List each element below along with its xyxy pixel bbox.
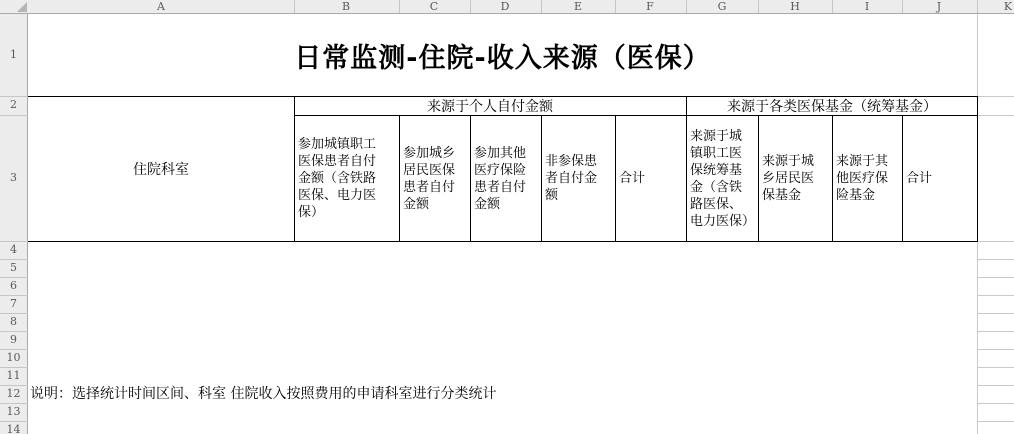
header-cell-h3[interactable]: 来源于城乡居民医保基金	[762, 154, 815, 203]
group-header-fund[interactable]: 来源于各类医保基金（统筹基金）	[727, 99, 937, 115]
column-header-k[interactable]: K	[1003, 0, 1013, 13]
column-header-h[interactable]: H	[790, 0, 800, 13]
row-header-2[interactable]: 2	[10, 98, 17, 111]
column-header-c[interactable]: C	[429, 0, 439, 13]
row-header-14[interactable]: 14	[6, 423, 21, 434]
row-separator	[0, 349, 28, 350]
select-all-icon	[17, 2, 27, 12]
header-cell-d3[interactable]: 参加其他医疗保险患者自付金额	[474, 145, 527, 212]
row-separator	[0, 96, 28, 97]
gridline	[978, 295, 1014, 296]
header-cell-g3[interactable]: 来源于城镇职工医保统筹基金（含铁路医保、电力医保）	[690, 128, 756, 229]
header-cell-e3[interactable]: 非参保患者自付金额	[545, 154, 598, 203]
column-header-f[interactable]: F	[646, 0, 654, 13]
row-separator	[0, 313, 28, 314]
gridline	[978, 403, 1014, 404]
column-header-a[interactable]: A	[157, 0, 165, 13]
table-border	[832, 115, 833, 242]
row-separator	[0, 295, 28, 296]
select-all-corner[interactable]	[0, 0, 28, 13]
row-header-1[interactable]: 1	[10, 48, 17, 61]
column-separator	[615, 0, 616, 13]
gridline	[978, 421, 1014, 422]
row-header-5[interactable]: 5	[10, 261, 17, 274]
gridline	[978, 115, 1014, 116]
table-border	[686, 96, 687, 242]
header-cell-i3[interactable]: 来源于其他医疗保险基金	[836, 154, 889, 203]
column-separator	[977, 0, 978, 13]
row-separator	[0, 241, 28, 242]
column-header-d[interactable]: D	[500, 0, 510, 13]
row-separator	[0, 259, 28, 260]
gridline	[978, 349, 1014, 350]
gridline	[978, 367, 1014, 368]
row-header-strip	[0, 14, 28, 434]
column-separator	[902, 0, 903, 13]
header-cell-dept[interactable]: 住院科室	[133, 161, 189, 178]
column-header-g[interactable]: G	[717, 0, 727, 13]
row-header-4[interactable]: 4	[10, 243, 17, 256]
row-separator	[0, 367, 28, 368]
row-header-3[interactable]: 3	[10, 171, 17, 184]
table-border	[615, 115, 616, 242]
table-border	[28, 96, 977, 97]
header-cell-c3[interactable]: 参加城乡居民医保患者自付金额	[403, 145, 456, 212]
column-header-i[interactable]: I	[864, 0, 870, 13]
row-separator	[0, 421, 28, 422]
row-header-9[interactable]: 9	[10, 333, 17, 346]
row-header-7[interactable]: 7	[10, 297, 17, 310]
column-separator	[294, 0, 295, 13]
table-border	[294, 96, 295, 242]
row-separator	[0, 403, 28, 404]
header-cell-b3[interactable]: 参加城镇职工医保患者自付金额（含铁路医保、电力医保）	[298, 137, 377, 220]
column-header-b[interactable]: B	[341, 0, 351, 13]
row-header-6[interactable]: 6	[10, 279, 17, 292]
column-separator	[470, 0, 471, 13]
table-border	[470, 115, 471, 242]
title-cell[interactable]: 日常监测-住院-收入来源（医保）	[294, 42, 711, 74]
column-separator	[758, 0, 759, 13]
column-header-e[interactable]: E	[573, 0, 583, 13]
column-separator	[541, 0, 542, 13]
row-header-11[interactable]: 11	[6, 369, 21, 382]
note-cell[interactable]: 说明：选择统计时间区间、科室 住院收入按照费用的申请科室进行分类统计	[30, 386, 497, 402]
table-border	[902, 115, 903, 242]
column-separator	[686, 0, 687, 13]
table-border	[294, 115, 977, 116]
row-header-10[interactable]: 10	[6, 351, 21, 364]
column-separator	[399, 0, 400, 13]
row-separator	[0, 385, 28, 386]
table-border	[541, 115, 542, 242]
gridline	[978, 331, 1014, 332]
gridline	[978, 259, 1014, 260]
gridline	[978, 277, 1014, 278]
header-cell-j3[interactable]: 合计	[906, 171, 933, 186]
group-header-personal[interactable]: 来源于个人自付金额	[427, 99, 553, 115]
row-separator	[0, 331, 28, 332]
gridline	[978, 241, 1014, 242]
column-separator	[832, 0, 833, 13]
gridline	[978, 385, 1014, 386]
row-separator	[0, 115, 28, 116]
row-separator	[0, 277, 28, 278]
table-border	[28, 241, 977, 242]
header-cell-f3[interactable]: 合计	[619, 171, 646, 186]
table-border	[399, 115, 400, 242]
column-header-strip	[0, 0, 1014, 14]
gridline	[978, 313, 1014, 314]
row-header-13[interactable]: 13	[6, 405, 21, 418]
row-header-12[interactable]: 12	[6, 387, 21, 400]
table-border	[758, 115, 759, 242]
row-header-8[interactable]: 8	[10, 315, 17, 328]
table-border	[977, 96, 978, 242]
column-header-j[interactable]: J	[936, 0, 942, 13]
gridline	[978, 96, 1014, 97]
